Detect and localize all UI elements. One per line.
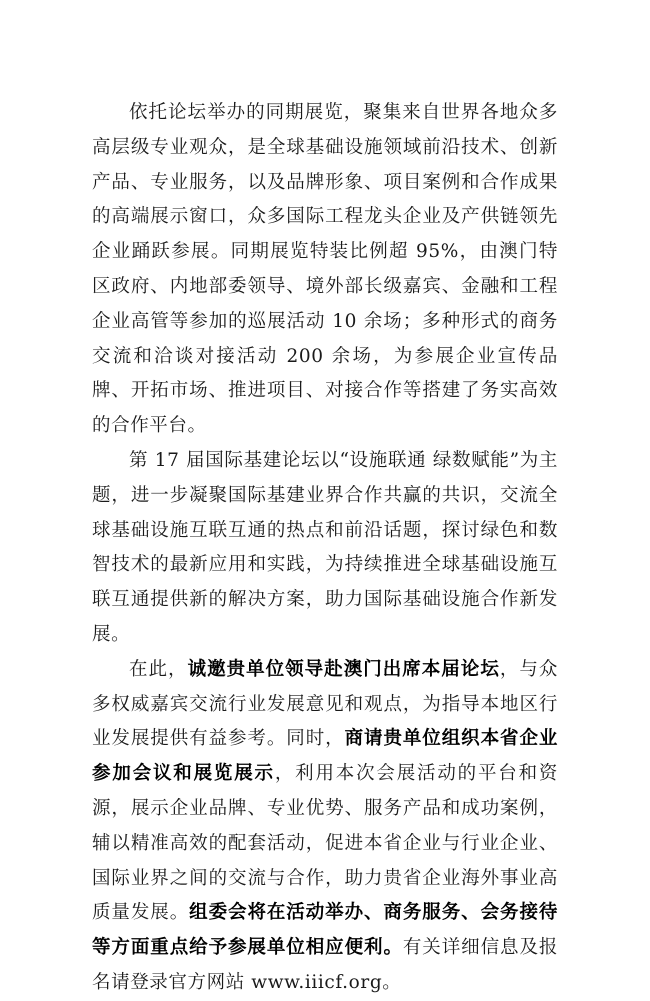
bold-committee-text: 组委会将在活动举办、商务服务、会务接待等方面重点给予参展单位相应便利。: [92, 902, 558, 959]
text-segment: 依托论坛举办的同期展览，聚集来自世界各地众多高层级专业观众，是全球基础设施领域前沿技术、创新产品、专业服务，以及品牌形象、项目案例和合作成果的高端展示窗口，众多国际工程龙头企业及产供链领先企业踊跃参展。同期展览特装比例超 95%，由澳门特区政府、内地部委领导、境外部长级嘉宾、金融和工程企业高管等参加的巡展活动 10 余场；多种形式的商务交流和洽谈对接活动 200 余场，为参展企业宣传品牌、开拓市场、推进项目、对接合作等搭建了务实高效的合作平台。: [92, 102, 558, 437]
paragraph-exhibition: [92, 96, 558, 444]
text-segment: 在此，: [129, 658, 188, 680]
text-segment: 有关详细信息及报名请登录官方网站 www.iiicf.org。: [92, 937, 558, 993]
text-segment: ，与众多权威嘉宾交流行业发展意见和观点，为指导本地区行业发展提供有益参考。同时，: [92, 658, 558, 750]
text-segment: 第 17 届国际基建论坛以“设施联通 绿数赋能”为主题，进一步凝聚国际基建业界合作共赢的共识，交流全球基础设施互联互通的热点和前沿话题，探讨绿色和数智技术的最新应用和实践，为持续推进全球基础设施互联互通提供新的解决方案，助力国际基础设施合作新发展。: [92, 449, 558, 645]
bold-invitation-text: 诚邀贵单位领导赴澳门出席本届论坛: [187, 658, 500, 680]
paragraph-invitation: [92, 653, 558, 1001]
bold-request-text: 商请贵单位组织本省企业参加会议和展览展示: [92, 728, 558, 785]
paragraph-forum-theme: [92, 444, 558, 653]
text-segment: ，利用本次会展活动的平台和资源，展示企业品牌、专业优势、服务产品和成功案例，辅以精准高效的配套活动，促进本省企业与行业企业、国际业界之间的交流与合作，助力贵省企业海外事业高质量发展。: [92, 763, 558, 924]
